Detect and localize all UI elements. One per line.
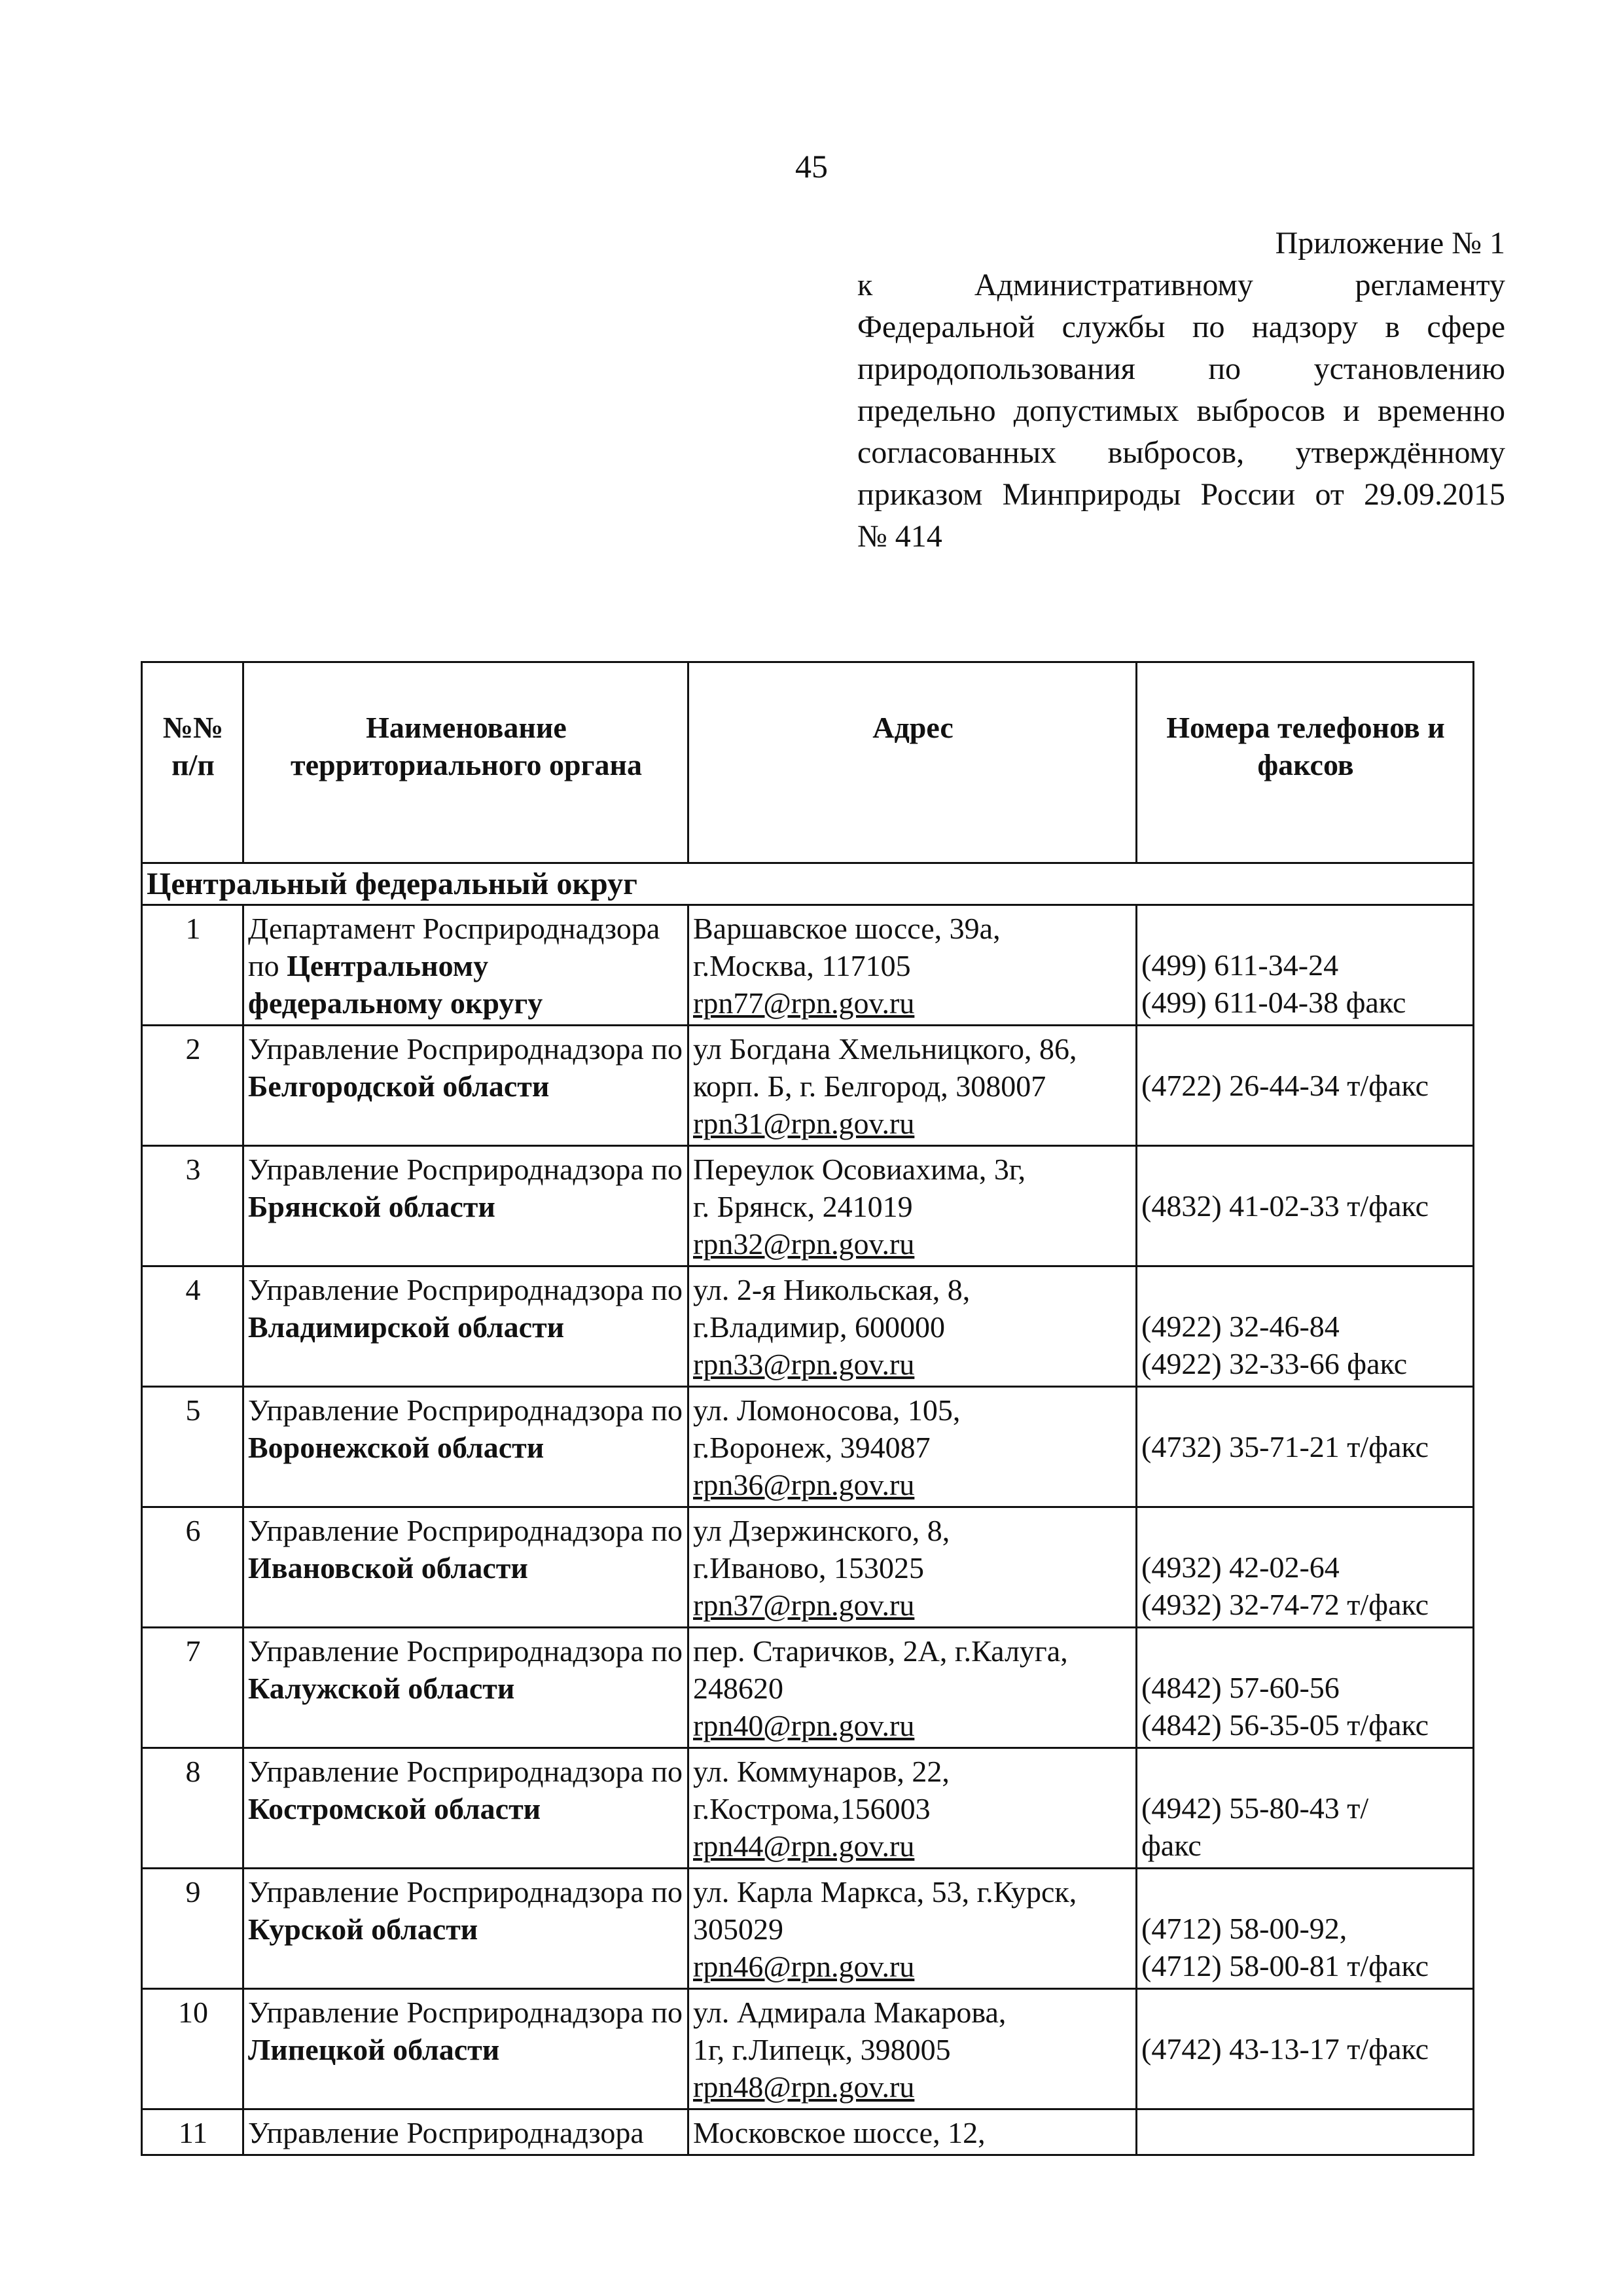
phones xyxy=(1137,1146,1474,1266)
organ-name xyxy=(243,1869,688,1989)
phone-line: (4842) 56-35-05 т/факс xyxy=(1141,1708,1429,1742)
header-address: Адрес xyxy=(688,662,1137,863)
organ-name xyxy=(243,1026,688,1146)
row-number: 6 xyxy=(142,1507,243,1628)
phones xyxy=(1137,1748,1474,1869)
table-row xyxy=(142,1146,1474,1266)
appendix-line: предельно допустимых выбросов и временно xyxy=(857,393,1505,428)
organ-name-prefix: Управление Росприроднадзора по xyxy=(248,1032,683,1066)
address xyxy=(688,1748,1137,1869)
phones xyxy=(1137,2109,1474,2155)
email-link[interactable]: rpn32@rpn.gov.ru xyxy=(693,1227,915,1261)
address xyxy=(688,1387,1137,1507)
address-line: ул Богдана Хмельницкого, 86, xyxy=(693,1032,1077,1066)
address xyxy=(688,1026,1137,1146)
organ-name xyxy=(243,1266,688,1387)
row-number: 1 xyxy=(142,905,243,1026)
row-number: 10 xyxy=(142,1989,243,2109)
organ-name-region: Белгородской области xyxy=(248,1069,550,1103)
appendix-title: Приложение № 1 xyxy=(1275,226,1505,260)
row-number: 8 xyxy=(142,1748,243,1869)
organ-name-prefix: Управление Росприроднадзора по xyxy=(248,1393,683,1427)
phone-line: (4922) 32-46-84 xyxy=(1141,1310,1340,1343)
table-row xyxy=(142,1628,1474,1748)
address-line: г.Владимир, 600000 xyxy=(693,1310,945,1344)
email-link[interactable]: rpn33@rpn.gov.ru xyxy=(693,1348,915,1381)
table-row xyxy=(142,1748,1474,1869)
appendix-line: согласованных выбросов, утверждённому xyxy=(857,435,1505,470)
table-row xyxy=(142,1387,1474,1507)
phone-line: (4712) 58-00-92, xyxy=(1141,1912,1347,1945)
row-number: 11 xyxy=(142,2109,243,2155)
phones xyxy=(1137,1266,1474,1387)
header-number: №№ п/п xyxy=(142,662,243,863)
appendix-header xyxy=(857,223,1505,558)
table-row xyxy=(142,905,1474,1026)
section-row xyxy=(142,863,1474,905)
email-link[interactable]: rpn44@rpn.gov.ru xyxy=(693,1829,915,1863)
row-number: 3 xyxy=(142,1146,243,1266)
phones xyxy=(1137,1026,1474,1146)
table-row xyxy=(142,1507,1474,1628)
address xyxy=(688,2109,1137,2155)
organ-name xyxy=(243,1507,688,1628)
address-line: г. Брянск, 241019 xyxy=(693,1190,913,1223)
organ-name-region: Курской области xyxy=(248,1912,478,1946)
address xyxy=(688,1989,1137,2109)
row-number: 4 xyxy=(142,1266,243,1387)
address-line: г.Иваново, 153025 xyxy=(693,1551,924,1585)
organ-name-region: Ивановской области xyxy=(248,1551,528,1585)
row-number: 2 xyxy=(142,1026,243,1146)
appendix-line: к Административному регламенту xyxy=(857,268,1505,302)
organ-name-prefix: Управление Росприроднадзора по xyxy=(248,1634,683,1668)
address xyxy=(688,1628,1137,1748)
organ-name-prefix: Управление Росприроднадзора по xyxy=(248,1514,683,1547)
organ-name-region: Центральному федеральному округу xyxy=(248,949,543,1020)
organ-name xyxy=(243,905,688,1026)
organ-name xyxy=(243,1387,688,1507)
phones xyxy=(1137,1507,1474,1628)
organ-name xyxy=(243,1146,688,1266)
appendix-line: № 414 xyxy=(857,519,942,554)
appendix-line: природопользования по установлению xyxy=(857,351,1505,386)
phones xyxy=(1137,1869,1474,1989)
phone-line: (4842) 57-60-56 xyxy=(1141,1671,1340,1704)
phones xyxy=(1137,905,1474,1026)
address xyxy=(688,1146,1137,1266)
email-link[interactable]: rpn77@rpn.gov.ru xyxy=(693,986,915,1020)
organ-name xyxy=(243,2109,688,2155)
address xyxy=(688,1507,1137,1628)
table-row xyxy=(142,1989,1474,2109)
table-row xyxy=(142,1869,1474,1989)
address-line: корп. Б, г. Белгород, 308007 xyxy=(693,1069,1046,1103)
address xyxy=(688,1869,1137,1989)
address xyxy=(688,1266,1137,1387)
address-line: г.Кострома,156003 xyxy=(693,1792,931,1825)
table-row xyxy=(142,1266,1474,1387)
phone-line: (4832) 41-02-33 т/факс xyxy=(1141,1189,1429,1223)
address-line: Переулок Осовиахима, 3г, xyxy=(693,1153,1026,1186)
address-line: 1г, г.Липецк, 398005 xyxy=(693,2033,951,2066)
phone-line: (499) 611-04-38 факс xyxy=(1141,986,1406,1019)
phone-line: (4932) 42-02-64 xyxy=(1141,1551,1340,1584)
row-number: 7 xyxy=(142,1628,243,1748)
address-line: г.Москва, 117105 xyxy=(693,949,911,982)
address-line: ул. Карла Маркса, 53, г.Курск, xyxy=(693,1875,1077,1909)
email-link[interactable]: rpn37@rpn.gov.ru xyxy=(693,1588,915,1622)
phone-line: (4742) 43-13-17 т/факс xyxy=(1141,2032,1429,2066)
organ-name-region: Владимирской области xyxy=(248,1310,565,1344)
phones xyxy=(1137,1387,1474,1507)
appendix-line: Федеральной службы по надзору в сфере xyxy=(857,310,1505,344)
organ-name-prefix: Управление Росприроднадзора по xyxy=(248,1755,683,1788)
organ-name-prefix: Управление Росприроднадзора xyxy=(248,2116,644,2149)
organ-name-region: Воронежской области xyxy=(248,1431,544,1464)
row-number: 5 xyxy=(142,1387,243,1507)
address-line: г.Воронеж, 394087 xyxy=(693,1431,931,1464)
address-line: Варшавское шоссе, 39а, xyxy=(693,912,1001,945)
phone-line: (4732) 35-71-21 т/факс xyxy=(1141,1430,1429,1463)
address-line: пер. Старичков, 2А, г.Калуга, xyxy=(693,1634,1068,1668)
phones xyxy=(1137,1628,1474,1748)
email-link[interactable]: rpn48@rpn.gov.ru xyxy=(693,2070,915,2104)
address-line: ул Дзержинского, 8, xyxy=(693,1514,950,1547)
section-title: Центральный федеральный округ xyxy=(142,863,1474,905)
phone-line: (4922) 32-33-66 факс xyxy=(1141,1347,1408,1380)
phone-line: (4942) 55-80-43 т/ xyxy=(1141,1791,1369,1825)
table-row xyxy=(142,1026,1474,1146)
phone-line: (4932) 32-74-72 т/факс xyxy=(1141,1588,1429,1621)
organ-name-prefix: Управление Росприроднадзора по xyxy=(248,1875,683,1909)
phone-line: (499) 611-34-24 xyxy=(1141,948,1339,982)
organ-name xyxy=(243,1628,688,1748)
organ-name-prefix: Управление Росприроднадзора по xyxy=(248,1273,683,1306)
header-organ-name: Наименование территориального органа xyxy=(243,662,688,863)
phone-line: факс xyxy=(1141,1829,1202,1862)
organ-name-prefix: Департамент Росприроднадзора по xyxy=(248,912,660,982)
address-line: Московское шоссе, 12, xyxy=(693,2116,986,2149)
phone-line: (4712) 58-00-81 т/факс xyxy=(1141,1949,1429,1982)
address-line: ул. Адмирала Макарова, xyxy=(693,1996,1007,2029)
address-line: 305029 xyxy=(693,1912,783,1946)
email-link[interactable]: rpn46@rpn.gov.ru xyxy=(693,1950,915,1983)
organ-name xyxy=(243,1989,688,2109)
phone-line: (4722) 26-44-34 т/факс xyxy=(1141,1069,1429,1102)
territorial-bodies-table xyxy=(141,661,1474,2156)
address xyxy=(688,905,1137,1026)
email-link[interactable]: rpn40@rpn.gov.ru xyxy=(693,1709,915,1742)
address-line: ул. 2-я Никольская, 8, xyxy=(693,1273,971,1306)
table-row xyxy=(142,2109,1474,2155)
organ-name-region: Липецкой области xyxy=(248,2033,500,2066)
appendix-line: приказом Минприроды России от 29.09.2015 xyxy=(857,477,1505,512)
address-line: ул. Коммунаров, 22, xyxy=(693,1755,950,1788)
organ-name xyxy=(243,1748,688,1869)
page-number: 45 xyxy=(795,148,828,185)
organ-name-region: Брянской области xyxy=(248,1190,495,1223)
organ-name-region: Костромской области xyxy=(248,1792,541,1825)
row-number: 9 xyxy=(142,1869,243,1989)
email-link[interactable]: rpn31@rpn.gov.ru xyxy=(693,1107,915,1140)
address-line: ул. Ломоносова, 105, xyxy=(693,1393,961,1427)
address-line: 248620 xyxy=(693,1672,783,1705)
table-header-row xyxy=(142,662,1474,863)
header-phones: Номера телефонов и факсов xyxy=(1137,662,1474,863)
organ-name-prefix: Управление Росприроднадзора по xyxy=(248,1996,683,2029)
phones xyxy=(1137,1989,1474,2109)
organ-name-region: Калужской области xyxy=(248,1672,515,1705)
organ-name-prefix: Управление Росприроднадзора по xyxy=(248,1153,683,1186)
email-link[interactable]: rpn36@rpn.gov.ru xyxy=(693,1468,915,1501)
